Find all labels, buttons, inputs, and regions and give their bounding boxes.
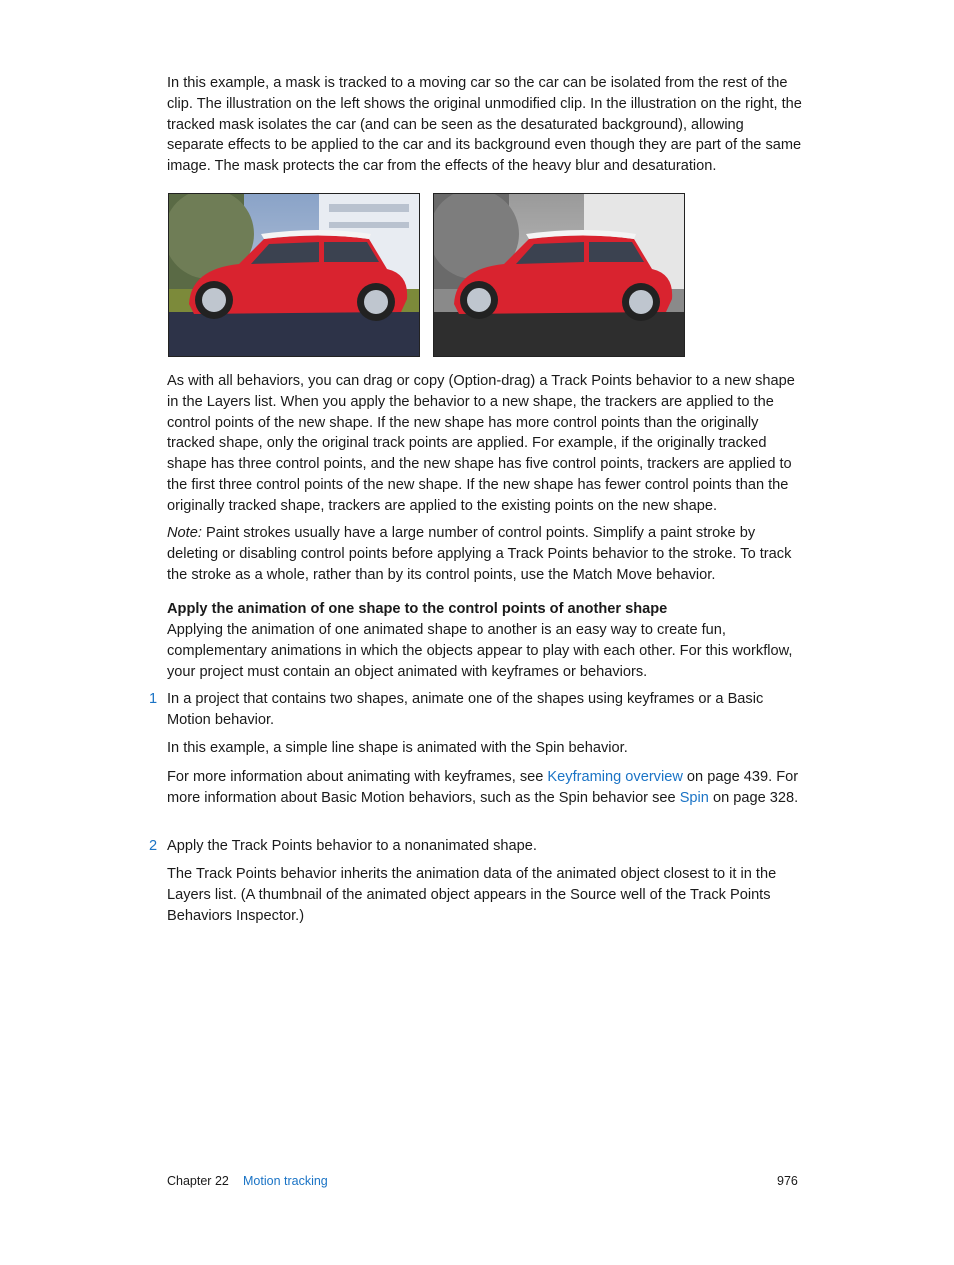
more-info-text: For more information about animating with keyframes, see [167,769,548,785]
behaviors-paragraph: As with all behaviors, you can drag or copy (Option-drag) a Track Points behavior to a new shape in the Layers list. When you apply the behavior to a new shape, the trackers are applied to the control points of the new shape. If the new shape has more control points than the originally tracked shape, only the original track points are applied. For example, if the originally tracked shape has three control points, and the new shape has five control points, trackers are applied to the first three control points of the new shape. If the new shape has fewer control points than the originally tracked shape, trackers are applied to the existing points on the new shape. [167,373,795,514]
note-label: Note: [167,525,202,541]
note-paragraph [167,523,803,585]
step-text: Apply the Track Points behavior to a nonanimated shape. [167,838,537,854]
step-detail: The Track Points behavior inherits the animation data of the animated object closest to it in the Layers list. (A thumbnail of the animated object appears in the Source well of the Track Points Behaviors Inspector.) [167,866,777,924]
section-intro: Applying the animation of one animated shape to another is an easy way to create fun, complementary animations in which the objects appear to play with each other. For this workflow, your project must contain an object animated with keyframes or behaviors. [167,622,793,680]
keyframing-overview-link[interactable]: Keyframing overview [547,769,683,785]
more-info-text: on page 439. For more information about Basic Motion behaviors, such as the Spin behavior see [167,769,799,806]
intro-paragraph: In this example, a mask is tracked to a moving car so the car can be isolated from the rest of the clip. The illustration on the left shows the original unmodified clip. In the illustration on the right, the tracked mask isolates the car (and can be seen as the desaturated background), allowing separate effects to be applied to the car and its background even though they are part of the same image. The mask protects the car from the effects of the heavy blur and desaturation. [167,75,802,175]
step-text: In a project that contains two shapes, animate one of the shapes using keyframes or a Basic Motion behavior. [167,691,764,728]
masked-car-photo-icon [433,193,685,357]
footer-chapter: Chapter 22 [167,1174,229,1188]
footer-chapter-title-link[interactable]: Motion tracking [243,1174,328,1188]
step-detail: In this example, a simple line shape is animated with the Spin behavior. [167,740,628,756]
step-number: 1 [149,691,158,707]
note-text: Paint strokes usually have a large number of control points. Simplify a paint stroke by deleting or disabling control points before applying a Track Points behavior to the stroke. To track the stroke as a whole, rather than by its control points, use the Match Move behavior. [167,525,792,583]
original-car-photo-icon [168,193,420,357]
page-number: 976 [777,1174,798,1188]
section-heading: Apply the animation of one shape to the control points of another shape [167,601,668,617]
spin-link[interactable]: Spin [679,789,709,806]
more-info-text: on page 328. [708,789,799,806]
step-more-info [167,767,803,809]
step-number: 2 [149,838,158,854]
